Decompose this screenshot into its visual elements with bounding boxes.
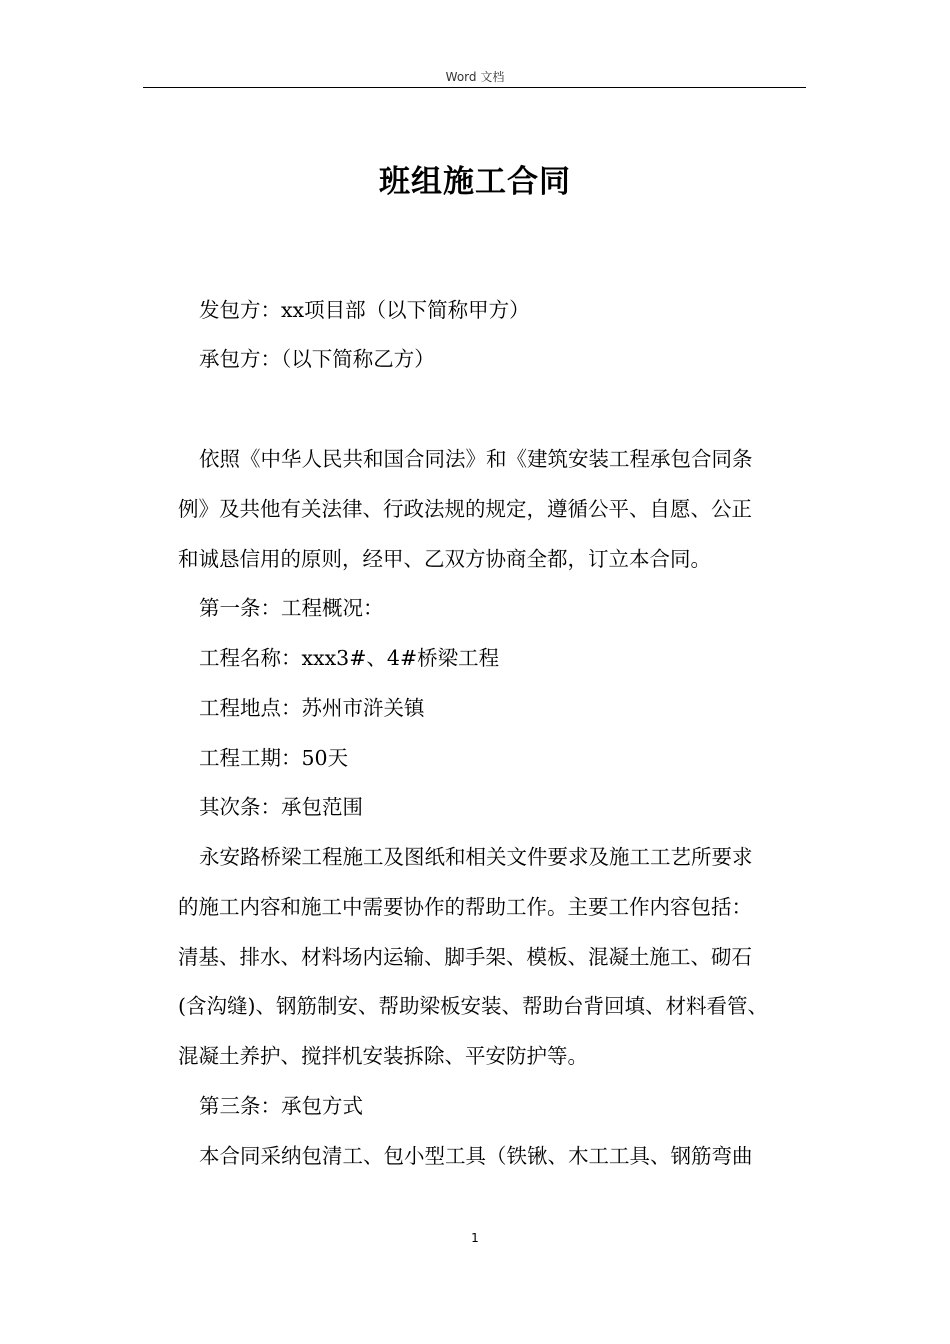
scope-line-3: 清基、排水、材料场内运输、脚手架、模板、混凝土施工、砌石: [178, 945, 752, 969]
paragraph-employer: 发包方：xx项目部（以下简称甲方）: [199, 298, 530, 322]
paragraph-basis-line-1: 依照《中华人民共和国合同法》和《建筑安装工程承包合同条: [199, 447, 753, 471]
scope-line-1: 永安路桥梁工程施工及图纸和相关文件要求及施工工艺所要求: [199, 845, 753, 869]
page-header-rule: [143, 87, 806, 88]
scope-line-4: (含沟缝)、钢筋制安、帮助梁板安装、帮助台背回填、材料看管、: [178, 994, 768, 1018]
article-1-heading: 第一条：工程概况：: [199, 596, 384, 620]
paragraph-basis-line-2: 例》及共他有关法律、行政法规的规定，遵循公平、自愿、公正: [178, 497, 752, 521]
article-2-heading: 其次条：承包范围: [199, 795, 363, 819]
page-number: 1: [471, 1231, 479, 1245]
paragraph-contractor: 承包方：（以下简称乙方）: [199, 347, 435, 371]
page-header-label: Word 文档: [445, 70, 505, 84]
project-duration: 工程工期：50天: [199, 746, 349, 770]
project-name: 工程名称：xxx3#、4#桥梁工程: [199, 646, 500, 670]
method-line-1: 本合同采纳包清工、包小型工具（铁锹、木工工具、钢筋弯曲: [199, 1144, 753, 1168]
article-3-heading: 第三条：承包方式: [199, 1094, 363, 1118]
project-location: 工程地点：苏州市浒关镇: [199, 696, 425, 720]
scope-line-5: 混凝土养护、搅拌机安装拆除、平安防护等。: [178, 1044, 588, 1068]
document-title: 班组施工合同: [379, 164, 571, 200]
paragraph-basis-line-3: 和诚恳信用的原则，经甲、乙双方协商全都，订立本合同。: [178, 547, 711, 571]
scope-line-2: 的施工内容和施工中需要协作的帮助工作。主要工作内容包括：: [178, 895, 752, 919]
